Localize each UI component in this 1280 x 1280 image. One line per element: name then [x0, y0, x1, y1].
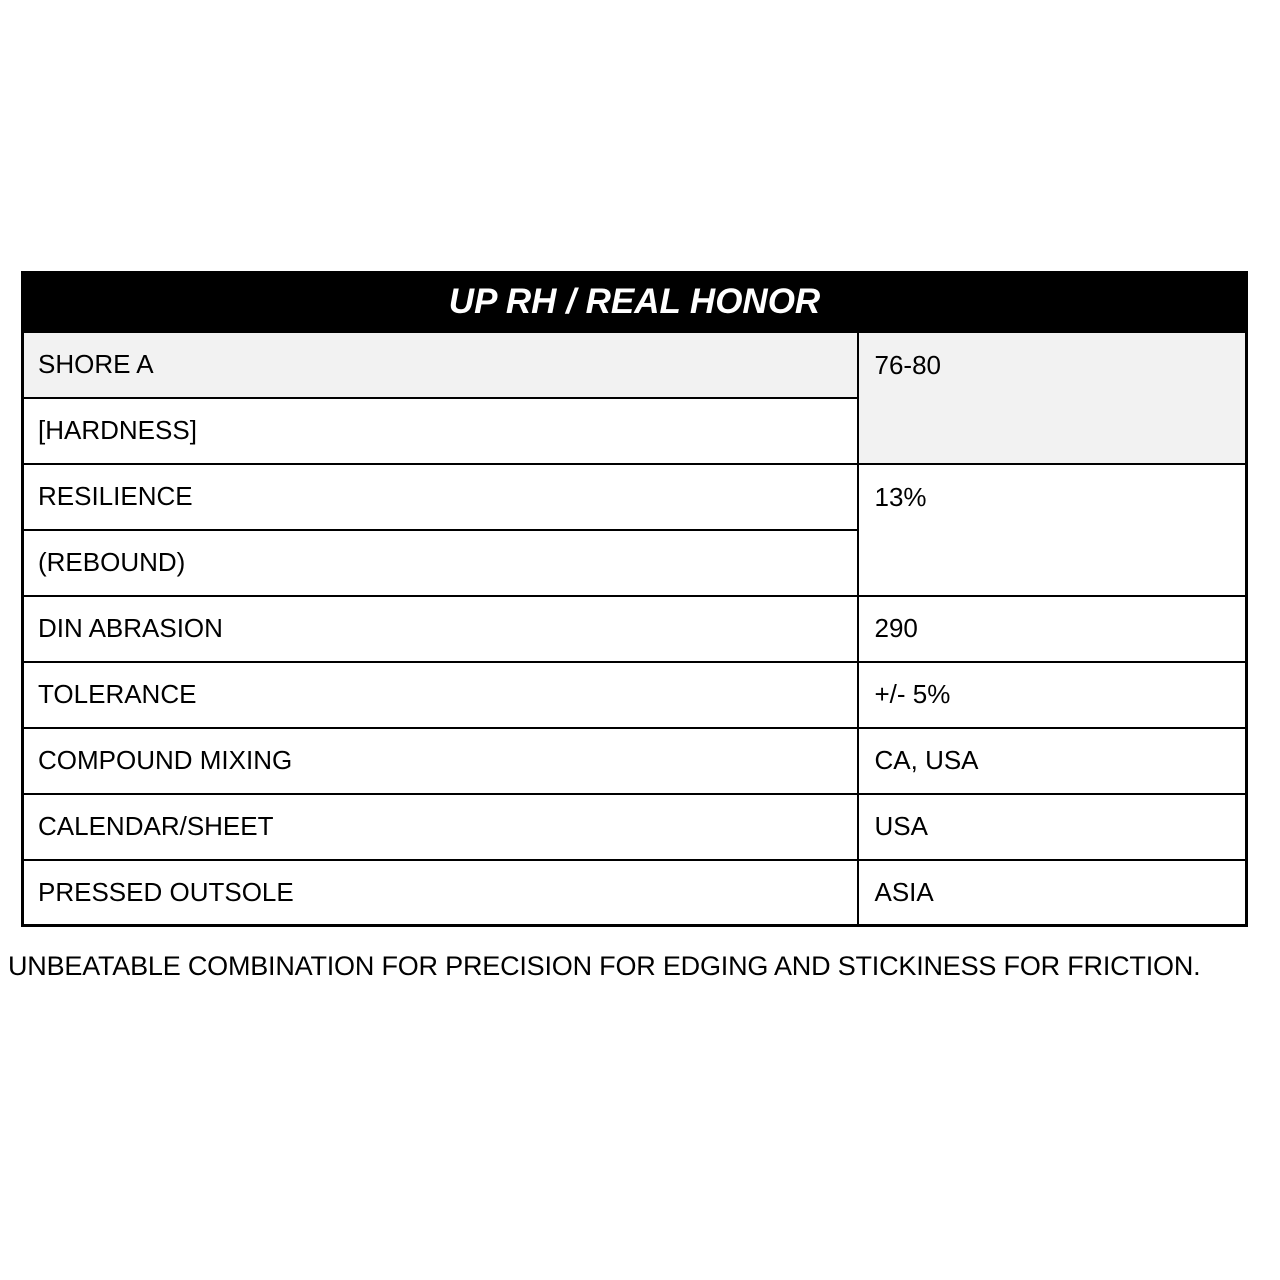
value-compound-mixing: CA, USA: [858, 728, 1247, 794]
value-tolerance: +/- 5%: [858, 662, 1247, 728]
value-din-abrasion: 290: [858, 596, 1247, 662]
value-hardness: 76-80: [858, 332, 1247, 464]
label-din-abrasion: DIN ABRASION: [23, 596, 858, 662]
label-pressed-outsole: PRESSED OUTSOLE: [23, 860, 858, 926]
label-tolerance: TOLERANCE: [23, 662, 858, 728]
label-compound-mixing: COMPOUND MIXING: [23, 728, 858, 794]
table-row: [23, 662, 1247, 728]
table-title: UP RH / REAL HONOR: [23, 273, 1247, 332]
label-hardness: [HARDNESS]: [23, 398, 858, 464]
table-row: [23, 728, 1247, 794]
label-shore-a: SHORE A: [23, 332, 858, 398]
value-resilience: 13%: [858, 464, 1247, 596]
label-resilience: RESILIENCE: [23, 464, 858, 530]
table-row: [23, 596, 1247, 662]
value-calendar-sheet: USA: [858, 794, 1247, 860]
value-pressed-outsole: ASIA: [858, 860, 1247, 926]
label-calendar-sheet: CALENDAR/SHEET: [23, 794, 858, 860]
table-header-row: [23, 273, 1247, 332]
table-row: [23, 332, 1247, 398]
footer-note: UNBEATABLE COMBINATION FOR PRECISION FOR EDGING AND STICKINESS FOR FRICTION.: [8, 951, 1201, 981]
table-row: [23, 464, 1247, 530]
table-row: [23, 860, 1247, 926]
compound-spec-table: [21, 271, 1248, 927]
table-row: [23, 794, 1247, 860]
label-rebound: (REBOUND): [23, 530, 858, 596]
